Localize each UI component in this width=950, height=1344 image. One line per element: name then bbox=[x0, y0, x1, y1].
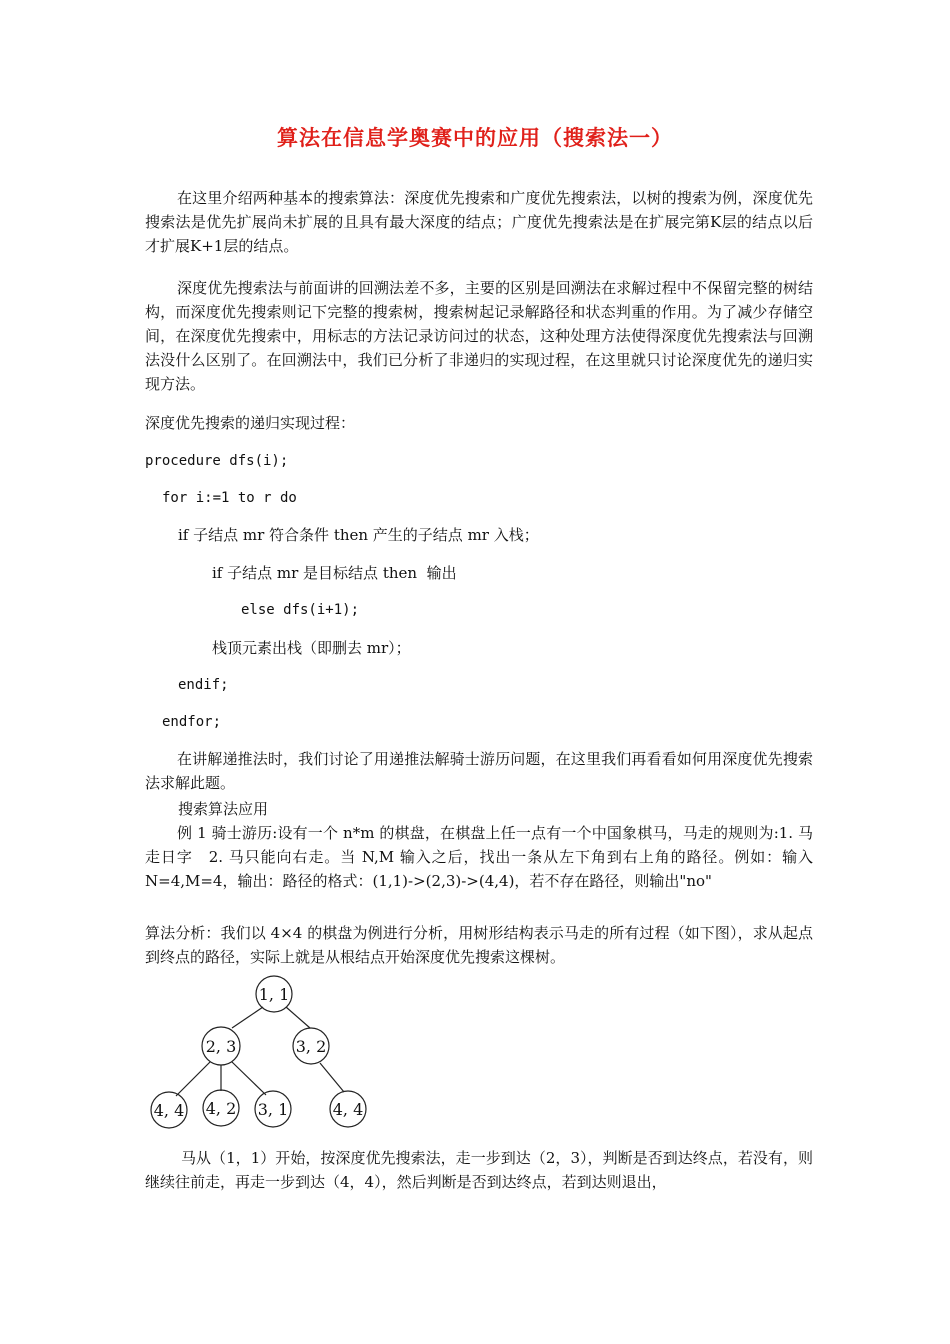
code-line-6: 栈顶元素出栈（即删去 mr）； bbox=[212, 639, 411, 657]
tree-edge bbox=[320, 1063, 344, 1092]
document-title: 算法在信息学奥赛中的应用（搜索法一） bbox=[277, 126, 673, 150]
tree-edge bbox=[286, 1007, 310, 1028]
tree-node-label: 4, 2 bbox=[205, 1099, 237, 1118]
after-code-paragraph: 在讲解递推法时，我们讨论了用递推法解骑士游历问题，在这里我们再看看如何用深度优先搜索法求解此题。 bbox=[145, 750, 813, 792]
tree-edge bbox=[176, 1062, 210, 1096]
tree-node-label: 1, 1 bbox=[258, 985, 290, 1004]
recursive-heading: 深度优先搜索的递归实现过程： bbox=[145, 414, 356, 432]
code-line-5: else dfs(i+1); bbox=[241, 602, 360, 618]
code-line-2: for i:=1 to r do bbox=[162, 490, 297, 506]
tree-node-label: 4, 4 bbox=[332, 1100, 364, 1119]
code-line-8: endfor; bbox=[162, 714, 222, 730]
tree-node-label: 3, 2 bbox=[295, 1037, 327, 1056]
code-line-1: procedure dfs(i); bbox=[145, 453, 289, 469]
code-line-4: if 子结点 mr 是目标结点 then 输出 bbox=[212, 564, 457, 582]
example-paragraph: 例 1 骑士游历:设有一个 n*m 的棋盘，在棋盘上任一点有一个中国象棋马，马走的规则为:1. 马走日字 2. 马只能向右走。当 N,M 输入之后，找出一条从左下角到右上角的路径。例如：输入 N=4,M=4，输出：路径的格式：(1,1)->(2,3)->(4,4)，若不存在路径，则输出"no" bbox=[145, 824, 829, 890]
code-line-3: if 子结点 mr 符合条件 then 产生的子结点 mr 入栈； bbox=[178, 526, 539, 544]
tree-node-label: 2, 3 bbox=[205, 1037, 237, 1056]
intro-paragraph: 在这里介绍两种基本的搜索算法：深度优先搜索和广度优先搜索法，以树的搜索为例，深度优先搜索法是优先扩展尚未扩展的且具有最大深度的结点；广度优先搜索法是在扩展完第K层的结点以后才扩展K+1层的结点。 bbox=[145, 189, 813, 255]
search-tree-diagram bbox=[140, 972, 380, 1132]
tree-edge bbox=[232, 1007, 263, 1028]
tree-node-label: 3, 1 bbox=[257, 1100, 289, 1119]
tree-node-label: 4, 4 bbox=[153, 1101, 185, 1120]
application-heading: 搜索算法应用 bbox=[178, 800, 269, 818]
tree-edge bbox=[232, 1062, 266, 1095]
dfs-paragraph: 深度优先搜索法与前面讲的回溯法差不多，主要的区别是回溯法在求解过程中不保留完整的树结构，而深度优先搜索则记下完整的搜索树，搜索树起记录解路径和状态判重的作用。为了减少存储空间，在深度优先搜索中，用标志的方法记录访问过的状态，这种处理方法使得深度优先搜索法与回溯法没什么区别了。在回溯法中，我们已分析了非递归的实现过程，在这里就只讨论深度优先的递归实现方法。 bbox=[145, 279, 813, 393]
analysis-paragraph: 算法分析：我们以 4×4 的棋盘为例进行分析，用树形结构表示马走的所有过程（如下图），求从起点到终点的路径，实际上就是从根结点开始深度优先搜索这棵树。 bbox=[145, 924, 813, 966]
code-line-7: endif; bbox=[178, 677, 229, 693]
walk-paragraph: 马从（1，1）开始，按深度优先搜索法，走一步到达（2，3），判断是否到达终点，若没有，则继续往前走，再走一步到达（4，4），然后判断是否到达终点，若到达则退出， bbox=[145, 1149, 813, 1191]
